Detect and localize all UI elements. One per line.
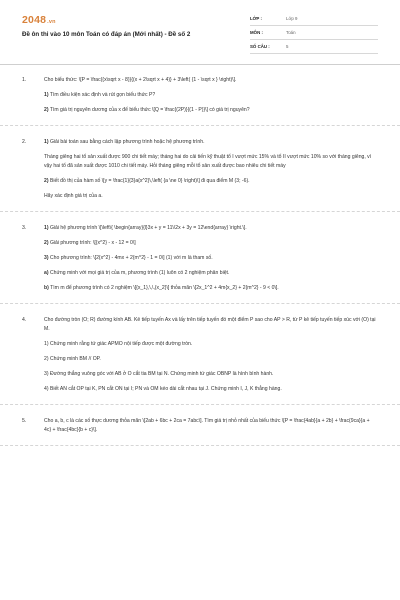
- meta-key: MÔN :: [250, 30, 263, 35]
- meta-row-class: [250, 12, 378, 26]
- part-text: Cho phương trình: \[2{x^2} - 4mx + 2{m^2} - 1 = 0\] (1) với m là tham số.: [49, 255, 213, 261]
- question-part: [44, 269, 376, 278]
- question-part: [44, 192, 376, 201]
- part-text: 2) Chứng minh BM // OP.: [44, 356, 101, 362]
- part-text: Tìm giá trị nguyên dương của x để biểu thức \[Q = \frac{(2P)}{(1 - P)}\] có giá trị nguyên?: [49, 107, 250, 113]
- logo-tld: .vn: [47, 19, 56, 25]
- part-label: a): [44, 270, 49, 276]
- part-text: Tháng giêng hai tổ sản xuất được 900 chi tiết máy; tháng hai do cải tiến kỹ thuật tổ I vượt mức 15% và tổ II vượt mức 10% so với tháng giêng, vì vậy hai tổ đã sản xuất được 1010 chi tiết máy. Hỏi tháng giêng mỗi tổ sản xuất được bao nhiêu chi tiết máy: [44, 154, 372, 169]
- question-part: [44, 355, 376, 364]
- meta-row-subject: [250, 26, 378, 40]
- part-text: 3) Đường thẳng vuông góc với AB ở O cắt tia BM tại N. Chứng minh tứ giác OBNP là hình bình hành.: [44, 371, 274, 377]
- question-part: [44, 385, 376, 394]
- part-text: Giải bài toán sau bằng cách lập phương trình hoặc hệ phương trình.: [49, 139, 205, 145]
- meta-value: 5: [286, 44, 289, 49]
- part-text: Hãy xác định giá trị của a.: [44, 193, 103, 199]
- part-label: 1): [44, 92, 49, 98]
- question-part: [44, 224, 376, 233]
- question-part: [44, 370, 376, 379]
- page-header: [0, 0, 400, 65]
- part-text: Tìm m để phương trình có 2 nghiệm \[{x_1},\,\,{x_2}\] thỏa mãn \[2x_1^2 + 4m{x_2} + 2{m^2} - 9 < 0\].: [50, 285, 279, 291]
- part-text: Biết đồ thị của hàm số \[y = \frac{1}{3}a{x^2}\,\left( {a \ne 0} \right)\] đi qua điểm M (3; -6).: [49, 178, 250, 184]
- part-text: Cho biểu thức: \[P = \frac{(x\sqrt x - 8)}{(x + 2\sqrt x + 4)} + 3\left( {1 - \sqrt x } \right)\].: [44, 77, 237, 83]
- question-number: 3.: [22, 225, 27, 231]
- part-text: Giải hệ phương trình \[\left\{ \begin{array}{l}3x + y = 11\\2x + 3y = 12\end{array} \right.\].: [49, 225, 247, 231]
- meta-key: LỚP :: [250, 16, 262, 21]
- question-part: [44, 284, 376, 293]
- page-title: Đề ôn thi vào 10 môn Toán có đáp án (Mới nhất) - Đề số 2: [22, 31, 191, 38]
- part-label: 2): [44, 178, 49, 184]
- question-part: [44, 91, 376, 100]
- part-text: Cho đường tròn (O; R) đường kính AB. Kẻ tiếp tuyến Ax và lấy trên tiếp tuyến đó một điểm P sao cho AP > R, từ P kẻ tiếp tuyến tiếp xúc với (O) tại M.: [44, 317, 376, 332]
- question-number: 1.: [22, 77, 27, 83]
- meta-value: Lớp 9: [286, 16, 298, 21]
- question-part: [44, 340, 376, 349]
- question-5: [0, 405, 400, 446]
- question-list: [0, 64, 400, 446]
- part-label: 3): [44, 255, 49, 261]
- part-label: 1): [44, 139, 49, 145]
- meta-key: SỐ CÂU :: [250, 44, 270, 49]
- question-part: [44, 138, 376, 147]
- question-number: 5.: [22, 418, 27, 424]
- question-part: [44, 153, 376, 171]
- question-1: [0, 64, 400, 126]
- part-text: Chứng minh với mọi giá trị của m, phương trình (1) luôn có 2 nghiệm phân biệt.: [49, 270, 230, 276]
- question-number: 2.: [22, 139, 27, 145]
- doc-meta: [250, 12, 378, 54]
- meta-row-count: [250, 40, 378, 54]
- part-text: Cho a, b, c là các số thực dương thỏa mãn \[2ab + 6bc + 2ca = 7abc\]. Tìm giá trị nhỏ nhất của biểu thức \[P = \frac{4ab}{a + 2b} + \frac{9ca}{a + 4c} + \frac{4bc}{b + c}\].: [44, 418, 370, 433]
- part-text: 4) Biết AN cắt OP tại K, PN cắt ON tại I; PN và OM kéo dài cắt nhau tại J. Chứng minh I, J, K thẳng hàng.: [44, 386, 282, 392]
- part-label: b): [44, 285, 49, 291]
- question-4: [0, 304, 400, 405]
- part-text: Tìm điều kiện xác định và rút gọn biểu thức P?: [49, 92, 156, 98]
- question-2: [0, 126, 400, 212]
- part-label: 1): [44, 225, 49, 231]
- part-text: Giải phương trình: \[{x^2} - x - 12 = 0\]: [49, 240, 136, 246]
- question-number: 4.: [22, 317, 27, 323]
- question-3: [0, 212, 400, 304]
- question-part: [44, 177, 376, 186]
- meta-value: Toán: [286, 30, 296, 35]
- part-text: 1) Chứng minh rằng tứ giác APMO nội tiếp được một đường tròn.: [44, 341, 193, 347]
- logo-text: 2048: [22, 14, 47, 26]
- site-logo[interactable]: [22, 14, 56, 26]
- question-part: [44, 254, 376, 263]
- question-part: [44, 316, 376, 334]
- question-part: [44, 76, 376, 85]
- part-label: 2): [44, 240, 49, 246]
- question-part: [44, 239, 376, 248]
- question-part: [44, 106, 376, 115]
- question-part: [44, 417, 376, 435]
- part-label: 2): [44, 107, 49, 113]
